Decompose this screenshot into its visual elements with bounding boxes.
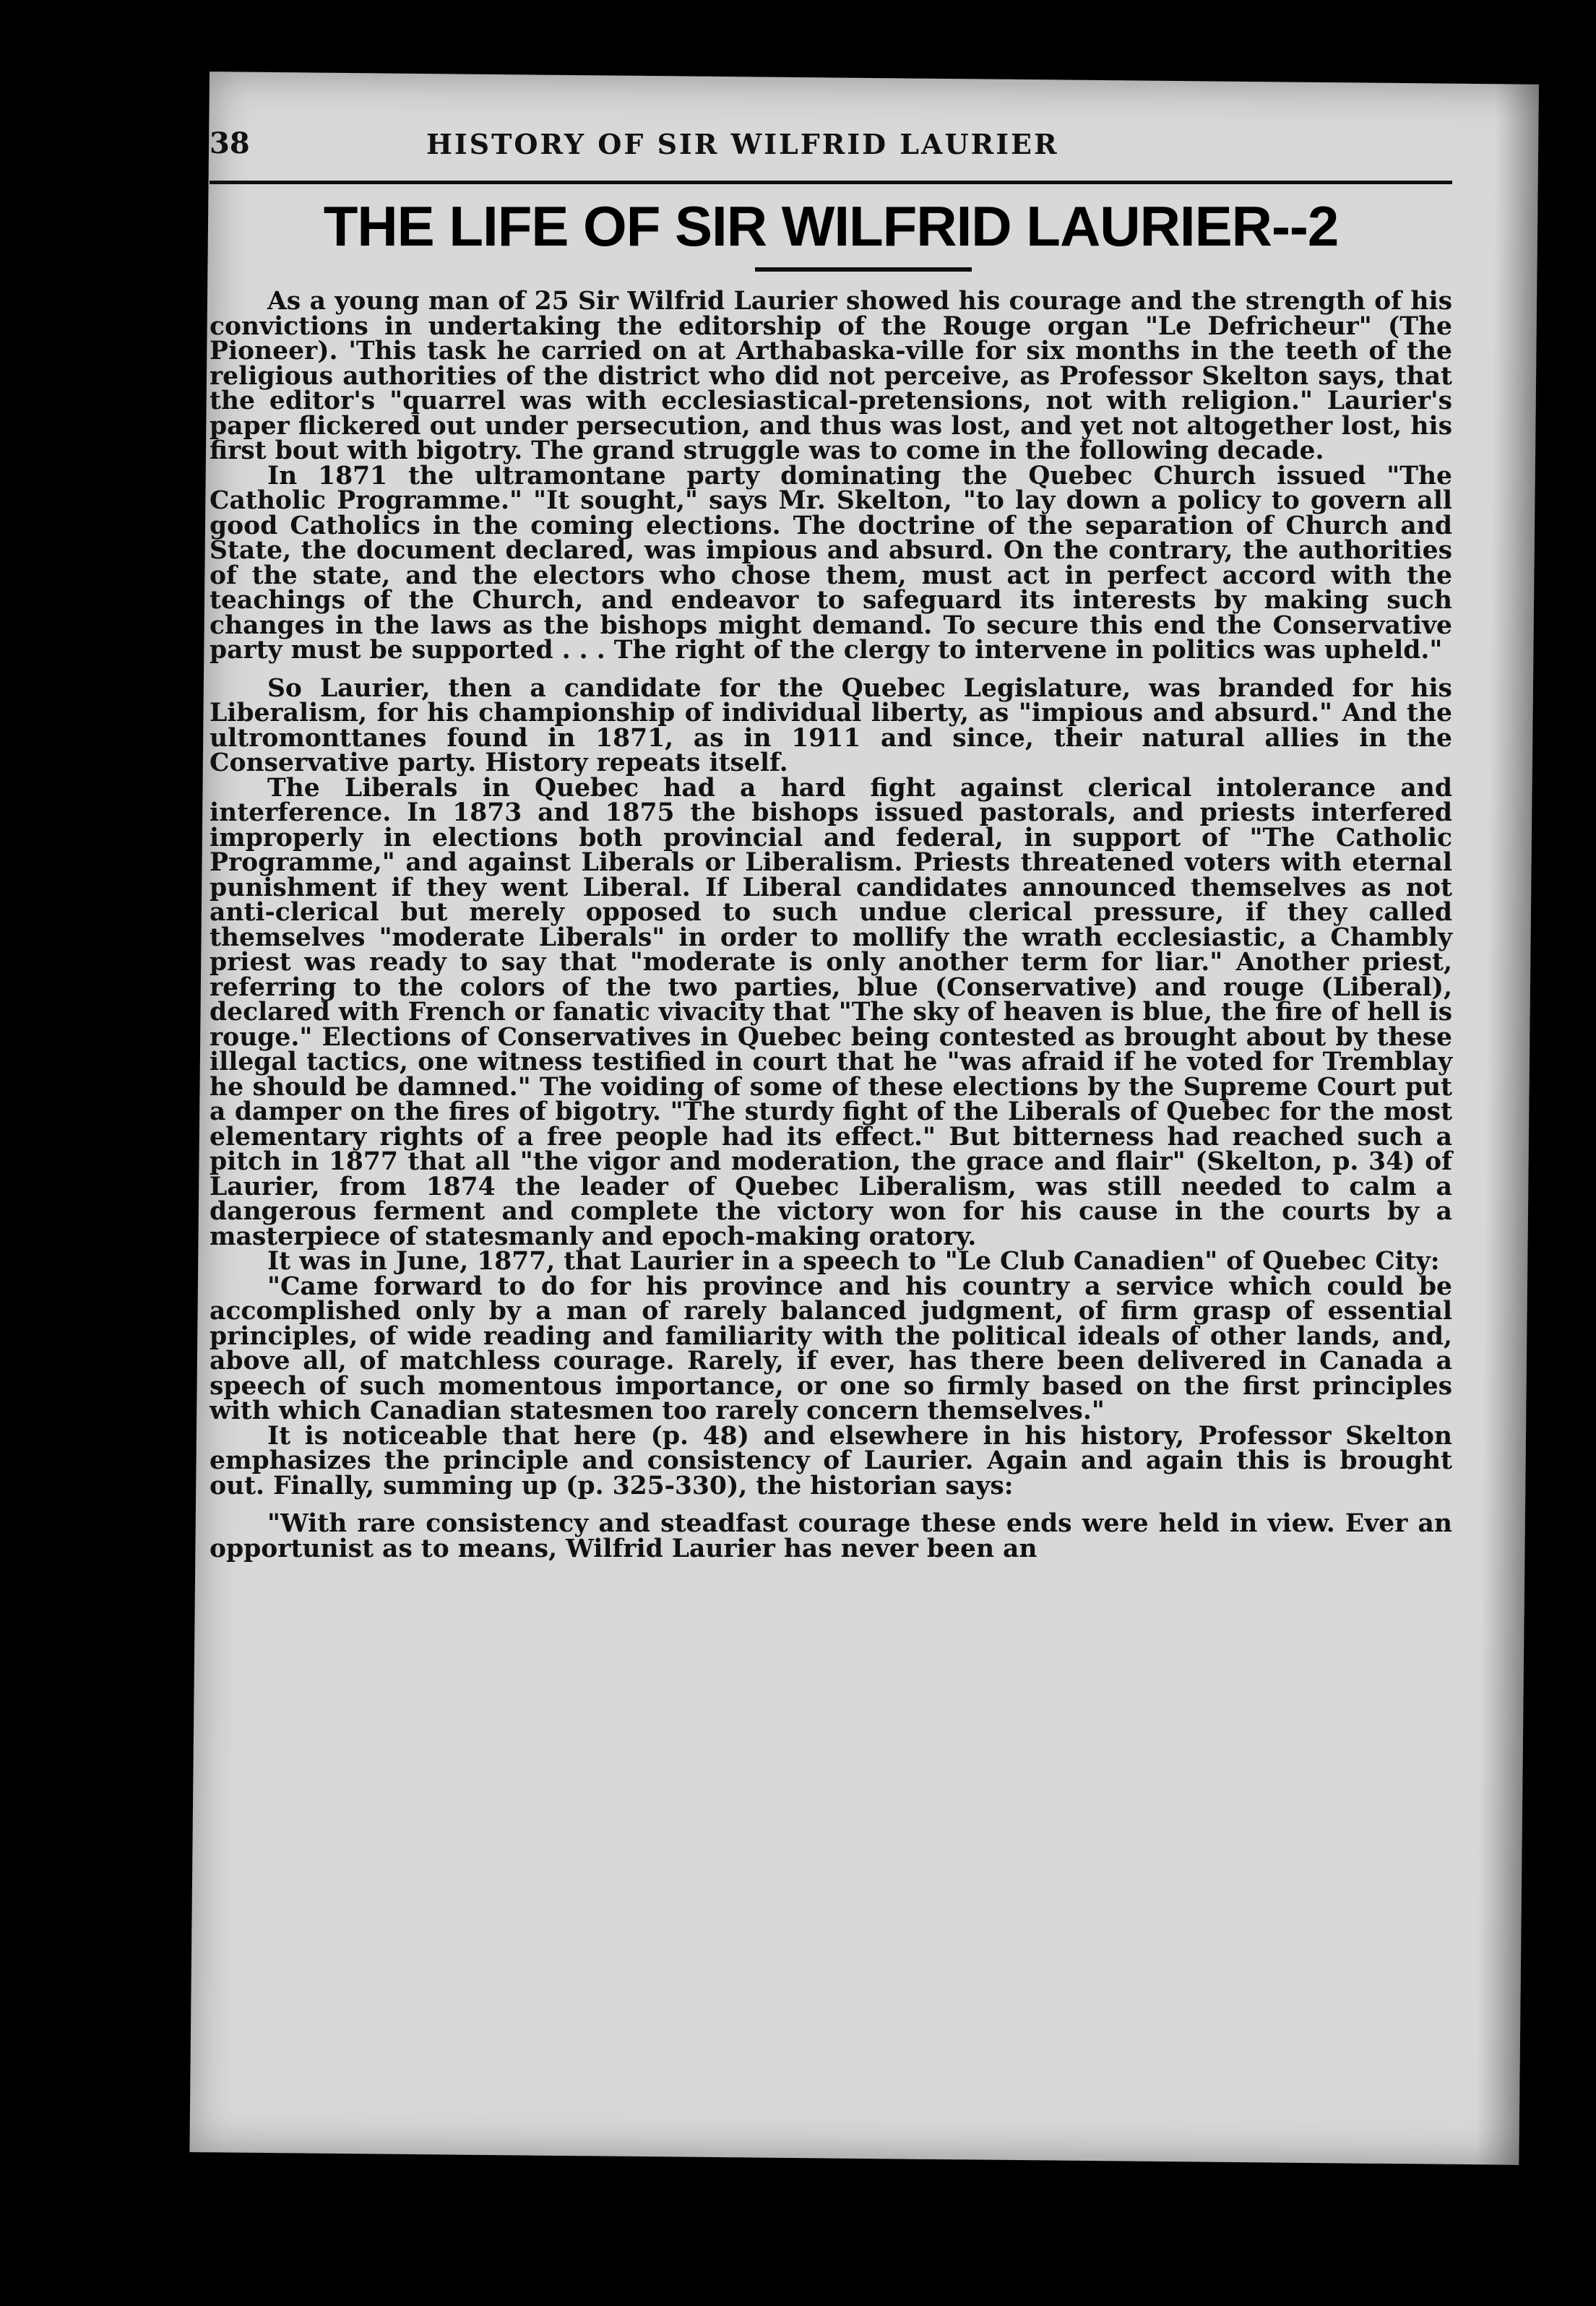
page-edge-shadow	[1475, 84, 1539, 2164]
paragraph-1: As a young man of 25 Sir Wilfrid Laurier showed his courage and the strength of his convictions in undertaking the editorship of the Rouge organ "Le Defricheur" (The Pioneer). 'This task he carried on at Arthabaska-ville for six months in the teeth of the religious authorities of the district who did not perceive, as Professor Skelton says, that the editor's "quarrel was with ecclesiastical-pretensions, not with religion." Laurier's paper flickered out under persecution, and thus was lost, and yet not altogether lost, his first bout with bigotry. The grand struggle was to come in the following decade.	[210, 287, 1452, 465]
article-title: THE LIFE OF SIR WILFRID LAURIER--2	[323, 194, 1339, 258]
page-number: 38	[210, 126, 250, 160]
paragraph-5: It was in June, 1877, that Laurier in a speech to "Le Club Canadien" of Quebec City:	[267, 1247, 1440, 1276]
running-head: HISTORY OF SIR WILFRID LAURIER	[426, 128, 1059, 160]
page-header	[210, 126, 1438, 170]
quoted-passage-1: "Came forward to do for his province and his country a service which could be accomplished only by a man of rarely balanced judgment, of firm grasp of essential principles, of wide reading and familiarity with the political ideals of other lands, and, above all, of matchless courage. Rarely, if ever, has there been delivered in Canada a speech of such momentous importance, or one so firmly based on the first principles with which Canadian statesmen too rarely concern themselves."	[210, 1271, 1452, 1425]
paragraph-6: It is noticeable that here (p. 48) and elsewhere in his history, Professor Skelton emphasizes the principle and consistency of Laurier. Again and again this is brought out. Finally, summing up (p. 325-330), the historian says:	[210, 1421, 1452, 1500]
paragraph-4: The Liberals in Quebec had a hard fight against clerical intolerance and interference. In 1873 and 1875 the bishops issued pastorals, and priests interfered improperly in elections both provincial and federal, in support of "The Catholic Programme," and against Liberals or Liberalism. Priests threatened voters with eternal punishment if they went Liberal. If Liberal candidates announced themselves as not anti-clerical but merely opposed to such undue clerical pressure, if they called themselves "moderate Liberals" in order to mollify the wrath ecclesiastic, a Chambly priest was ready to say that "moderate is only another term for liar." Another priest, referring to the colors of the two parties, blue (Conservative) and rouge (Liberal), declared with French or fanatic vivacity that "The sky of heaven is blue, the fire of hell is rouge." Elections of Conservatives in Quebec being contested as brought about by these illegal tactics, one witness testified in court that he "was afraid if he voted for Tremblay he should be damned." The voiding of some of these elections by the Supreme Court put a damper on the fires of bigotry. "The sturdy fight of the Liberals of Quebec for the most elementary rights of a free people had its effect." But bitterness had reached such a pitch in 1877 that all "the vigor and moderation, the grace and flair" (Skelton, p. 34) of Laurier, from 1874 the leader of Quebec Liberalism, was still needed to calm a dangerous ferment and complete the victory won for his cause in the courts by a masterpiece of statesmanly and epoch-making oratory.	[210, 773, 1452, 1251]
paragraph-3: So Laurier, then a candidate for the Quebec Legislature, was branded for his Liberalism, for his championship of individual liberty, as "impious and absurd." And the ultromonttanes found in 1871, as in 1911 and since, their natural allies in the Conservative party. History repeats itself.	[210, 673, 1452, 777]
header-rule	[210, 181, 1452, 184]
article-body	[210, 289, 1452, 1561]
quoted-passage-2: "With rare consistency and steadfast courage these ends were held in view. Ever an opportunist as to means, Wilfrid Laurier has never been an	[210, 1509, 1452, 1563]
title-rule	[755, 267, 972, 272]
paragraph-2: In 1871 the ultramontane party dominating the Quebec Church issued "The Catholic Programme." "It sought," says Mr. Skelton, "to lay down a policy to govern all good Catholics in the coming elections. The doctrine of the separation of Church and State, the document declared, was impious and absurd. On the contrary, the authorities of the state, and the electors who chose them, must act in perfect accord with the teachings of the Church, and endeavor to safeguard its interests by making such changes in the laws as the bishops might demand. To secure this end the Conservative party must be supported . . . The right of the clergy to intervene in politics was upheld."	[210, 461, 1452, 665]
